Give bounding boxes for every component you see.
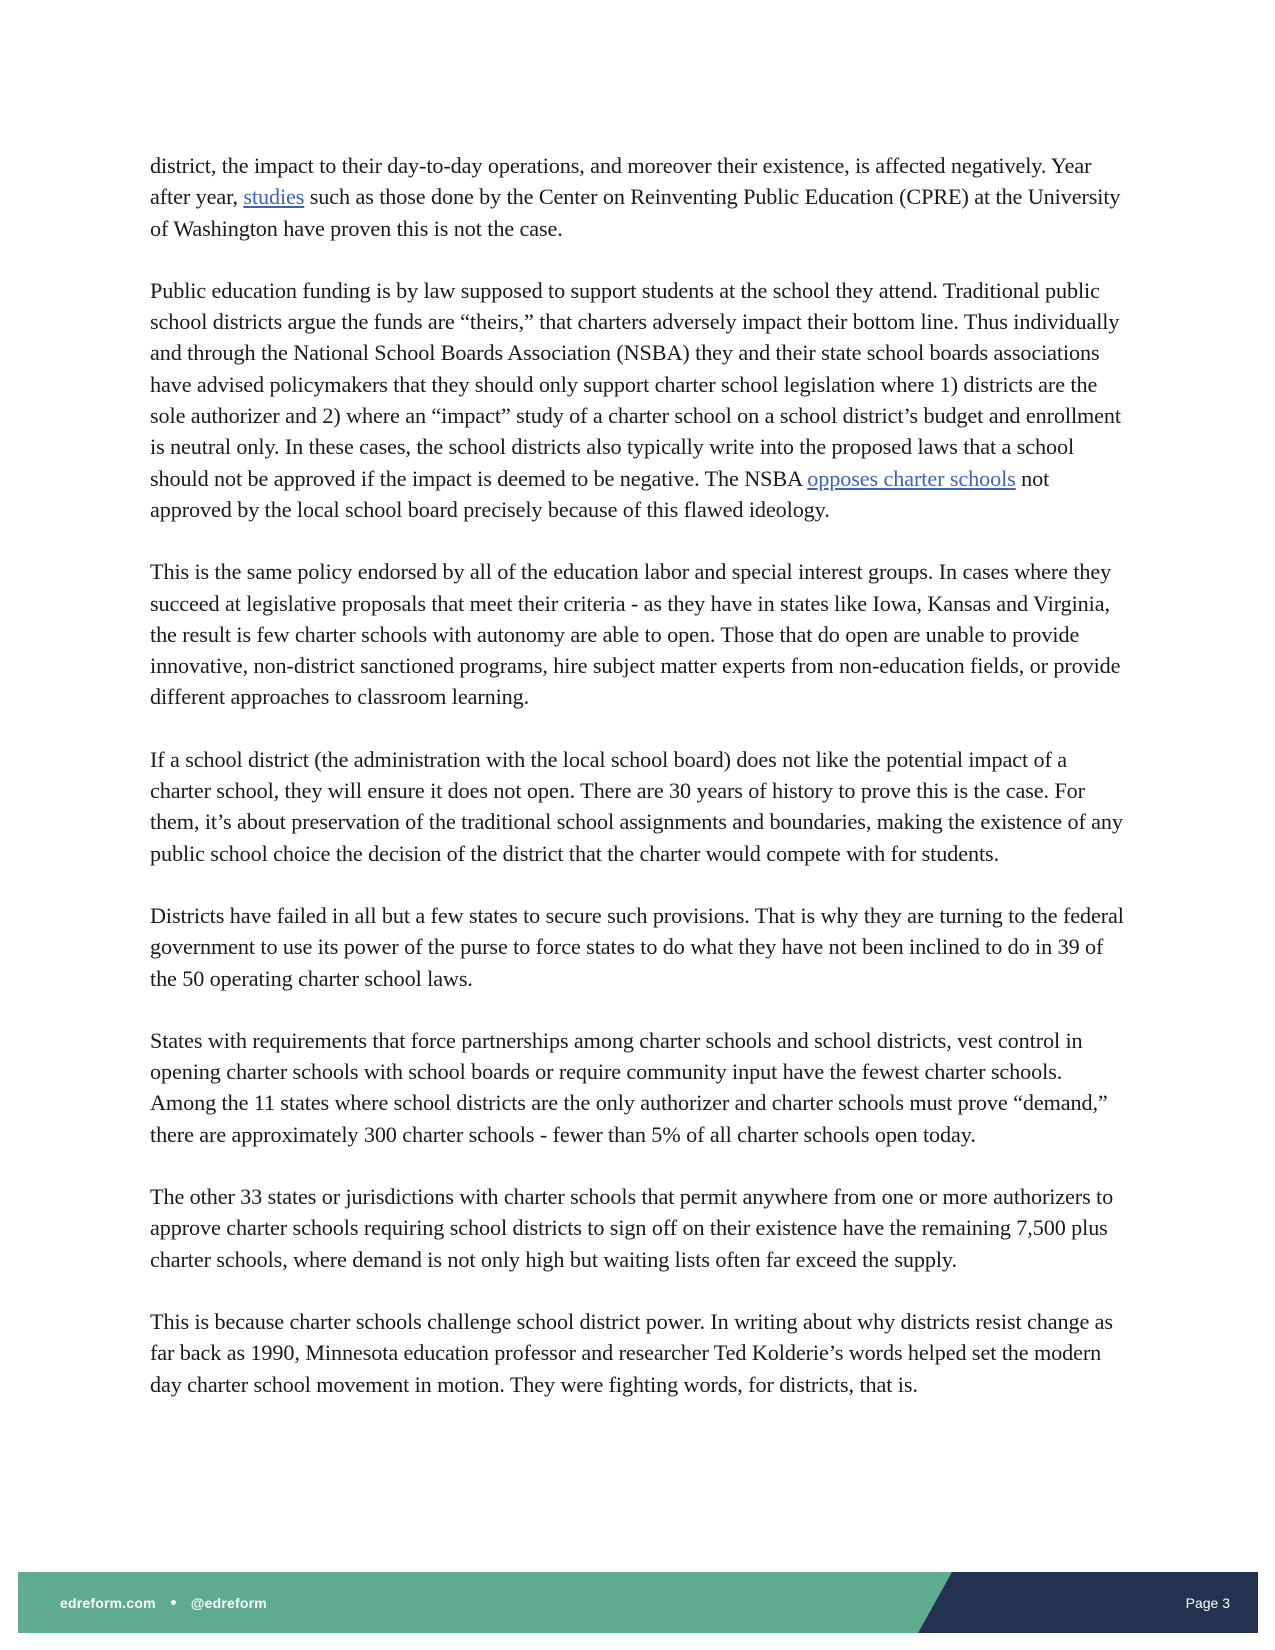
paragraph: States with requirements that force partnerships among charter schools and school districts, vest control in opening charter schools with school boards or require community input have the fewest charter schools. Among the 11 states where school districts are the only authorizer and charter schools must prove “demand,” there are approximately 300 charter schools - fewer than 5% of all charter schools open today. [150, 1027, 1108, 1147]
page-number: Page 3 [1185, 1594, 1230, 1611]
page-footer [18, 1572, 1258, 1633]
footer-social-handle[interactable]: @edreform [190, 1594, 267, 1611]
footer-website[interactable]: edreform.com [60, 1594, 156, 1611]
opposes-charter-schools-link[interactable]: opposes charter schools [807, 465, 1016, 491]
paragraph [150, 275, 1130, 525]
paragraph-text: Public education funding is by law supposed to support students at the school they attend. Traditional public school districts argue the funds are “theirs,” that charters adversely impact their bottom line. Thus individually and through the National School Boards Association (NSBA) they and their state school boards associations have advised policymakers that they should only support charter school legislation where 1) districts are the sole authorizer and 2) where an “impact” study of a charter school on a school district’s budget and enrollment is neutral only. In these cases, the school districts also typically write into the proposed laws that a school should not be approved if the impact is deemed to be negative. The NSBA [150, 277, 1121, 491]
paragraph: If a school district (the administration with the local school board) does not like the potential impact of a charter school, they will ensure it does not open. There are 30 years of history to prove this is the case. For them, it’s about preservation of the traditional school assignments and boundaries, making the existence of any public school choice the decision of the district that the charter would compete with for students. [150, 746, 1123, 866]
paragraph: Districts have failed in all but a few states to secure such provisions. That is why they are turning to the federal government to use its power of the purse to force states to do what they have not been inclined to do in 39 of the 50 operating charter school laws. [150, 902, 1124, 991]
paragraph: The other 33 states or jurisdictions with charter schools that permit anywhere from one or more authorizers to approve charter schools requiring school districts to sign off on their existence have the remaining 7,500 plus charter schools, where demand is not only high but waiting lists often far exceed the supply. [150, 1184, 1114, 1272]
paragraph: This is the same policy endorsed by all of the education labor and special interest groups. In cases where they succeed at legislative proposals that meet their criteria - as they have in states like Iowa, Kansas and Virginia, the result is few charter schools with autonomy are able to open. Those that do open are unable to provide innovative, non-district sanctioned programs, hire subject matter experts from non-education fields, or provide different approaches to classroom learning. [150, 559, 1121, 710]
bullet-separator-icon [171, 1600, 176, 1605]
document-body [150, 150, 1130, 1431]
paragraph-text: not approved by the local school board precisely because of this flawed ideology. [150, 465, 1050, 522]
paragraph: This is because charter schools challenge school district power. In writing about why districts resist change as far back as 1990, Minnesota education professor and researcher Ted Kolderie’s words helped set the modern day charter school movement in motion. They were fighting words, for districts, that is. [150, 1308, 1113, 1397]
paragraph [150, 150, 1130, 244]
studies-link[interactable]: studies [243, 184, 305, 210]
footer-contact [60, 1572, 267, 1633]
paragraph-text: district, the impact to their day-to-day operations, and moreover their existence, is affected negatively. Year after year, [150, 153, 1092, 210]
paragraph-text: such as those done by the Center on Reinventing Public Education (CPRE) at the University of Washington have proven this is not the case. [150, 184, 1121, 241]
